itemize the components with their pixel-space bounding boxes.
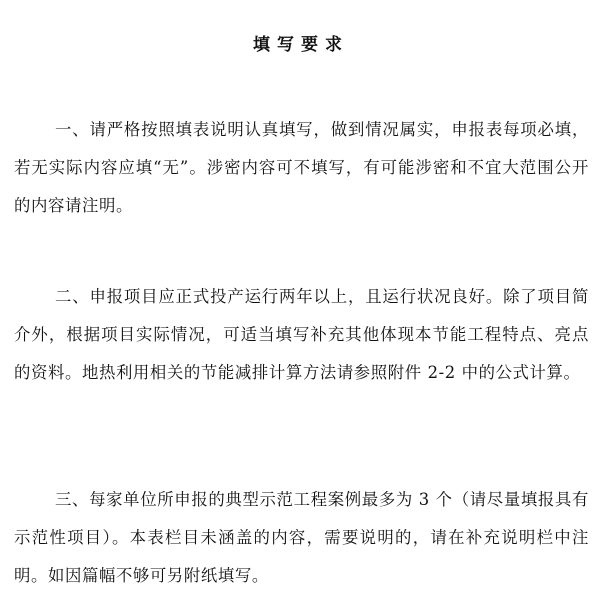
requirement-paragraph-1: 一、请严格按照填表说明认真填写，做到情况属实，申报表每项必填，若无实际内容应填“无”。涉密内容可不填写，有可能涉密和不宜大范围公开的内容请注明。 (14, 120, 589, 215)
requirement-paragraph-3: 三、每家单位所申报的典型示范工程案例最多为 3 个（请尽量填报具有示范性项目）。本表栏目未涵盖的内容，需要说明的，请在补充说明栏中注明。如因篇幅不够可另附纸填写。 (14, 490, 589, 585)
requirement-paragraph-2: 二、申报项目应正式投产运行两年以上，且运行状况良好。除了项目简介外，根据项目实际情况，可适当填写补充其他体现本节能工程特点、亮点的资料。地热利用相关的节能减排计算方法请参照附件 2-2 中的公式计算。 (14, 287, 589, 382)
document-title: 填写要求 (253, 35, 349, 55)
